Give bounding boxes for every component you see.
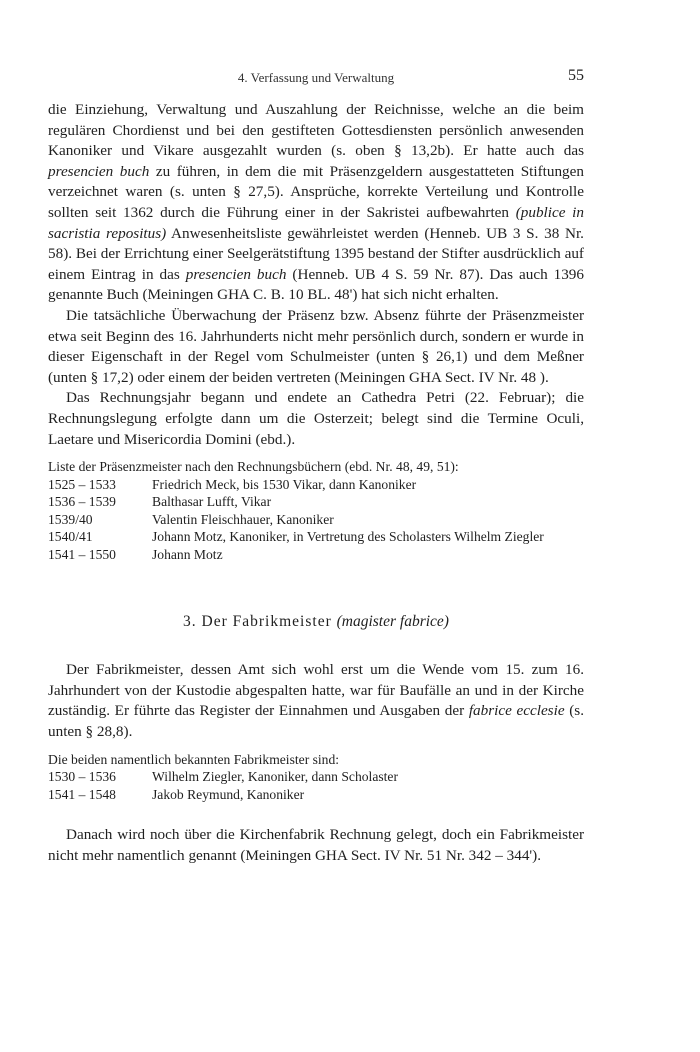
italic-presencien-buch-2: presencien buch: [185, 265, 287, 283]
list-item: 1536 – 1539 Balthasar Lufft, Vikar: [48, 494, 272, 510]
list-item: 1541 – 1548 Jakob Reymund, Kanoniker: [48, 786, 305, 802]
paragraph-kirchenfabrik: Danach wird noch über die Kirchenfabrik Rechnung gelegt, doch ein Fabrikmeister nicht mehr namentlich genannt (Meiningen GHA Sect. IV Nr. 51 Nr. 342 – 344').: [48, 826, 584, 864]
list-intro: Liste der Präsenzmeister nach den Rechnungsbüchern (ebd. Nr. 48, 49, 51):: [48, 459, 459, 475]
running-title: 4. Verfassung und Verwaltung: [237, 70, 395, 85]
list-intro: Die beiden namentlich bekannten Fabrikmeister sind:: [48, 751, 340, 767]
paragraph-accounting-year: Das Rechnungsjahr begann und endete an Cathedra Petri (22. Februar); die Rechnungslegung erfolgte dann um die Osterzeit; belegt sind die Termine Oculi, Laetare und Misericordia Domini (ebd.).: [48, 389, 584, 448]
list-fabrikmeister: [48, 751, 584, 804]
list-praesenzmeister: [48, 458, 584, 564]
italic-fabrice-ecclesie: fabrice ecclesie: [468, 702, 565, 720]
section-heading: 3. Der Fabrikmeister (magister fabrice): [183, 612, 449, 630]
italic-latin-phrase: (publice in sacristia repositus): [48, 203, 585, 242]
list-item: 1525 – 1533 Friedrich Meck, bis 1530 Vikar, dann Kanoniker: [48, 476, 417, 492]
list-item: 1540/41 Johann Motz, Kanoniker, in Vertretung des Scholasters Wilhelm Ziegler: [48, 529, 544, 545]
page-body: [48, 100, 584, 867]
section-heading-italic: (magister fabrice): [336, 612, 449, 630]
list-item: 1541 – 1550 Johann Motz: [48, 547, 223, 563]
list-item: 1539/40 Valentin Fleischhauer, Kanoniker: [48, 511, 334, 527]
list-item: 1530 – 1536 Wilhelm Ziegler, Kanoniker, dann Scholaster: [48, 769, 398, 785]
paragraph-presence-duties: die Einziehung, Verwaltung und Auszahlung der Reichnisse, welche an die beim regulären Chordienst und bei den gestifteten Gottesdiensten persönlich anwesenden Kanoniker und Vikare ausgezahlt wurden (s. oben § 13,2b). Er hatte auch das presencien buch zu führen, in dem die mit Präsenzgeldern ausgestatteten Stiftungen verzeichnet waren (s. unten § 27,5). Ansprüche, korrekte Verteilung und Kontrolle sollten seit 1362 durch die Führung einer in der Sakristei aufbewahrten (publice in sacristia repositus) Anwesenheitsliste gewährleistet werden (Henneb. UB 3 S. 38 Nr. 58). Bei der Errichtung einer Seelgerätstiftung 1395 bestand der Stifter ausdrücklich auf einem Eintrag in das presencien buch (Henneb. UB 4 S. 59 Nr. 87). Das auch 1396 genannte Buch (Meiningen GHA C. B. 10 BL. 48') hat sich nicht erhalten.: [48, 101, 585, 304]
paragraph-supervision: Die tatsächliche Überwachung der Präsenz bzw. Absenz führte der Präsenzmeister etwa seit Beginn des 16. Jahrhunderts nicht mehr persönlich durch, sondern er wurde in dieser Eigenschaft in der Regel vom Schulmeister (unten § 26,1) und dem Meßner (unten § 17,2) oder einem der beiden vertreten (Meiningen GHA Sect. IV Nr. 48 ).: [48, 306, 584, 386]
page-header: [48, 67, 584, 92]
italic-presencien-buch: presencien buch: [48, 162, 150, 180]
page-number: 55: [568, 67, 584, 84]
paragraph-fabrikmeister: Der Fabrikmeister, dessen Amt sich wohl erst um die Wende vom 15. zum 16. Jahrhundert von der Kustodie abgespalten hatte, war für Baufälle an und in der Kirche zuständig. Er führte das Register der Einnahmen und Ausgaben der fabrice ecclesie (s. unten § 28,8).: [48, 661, 584, 741]
